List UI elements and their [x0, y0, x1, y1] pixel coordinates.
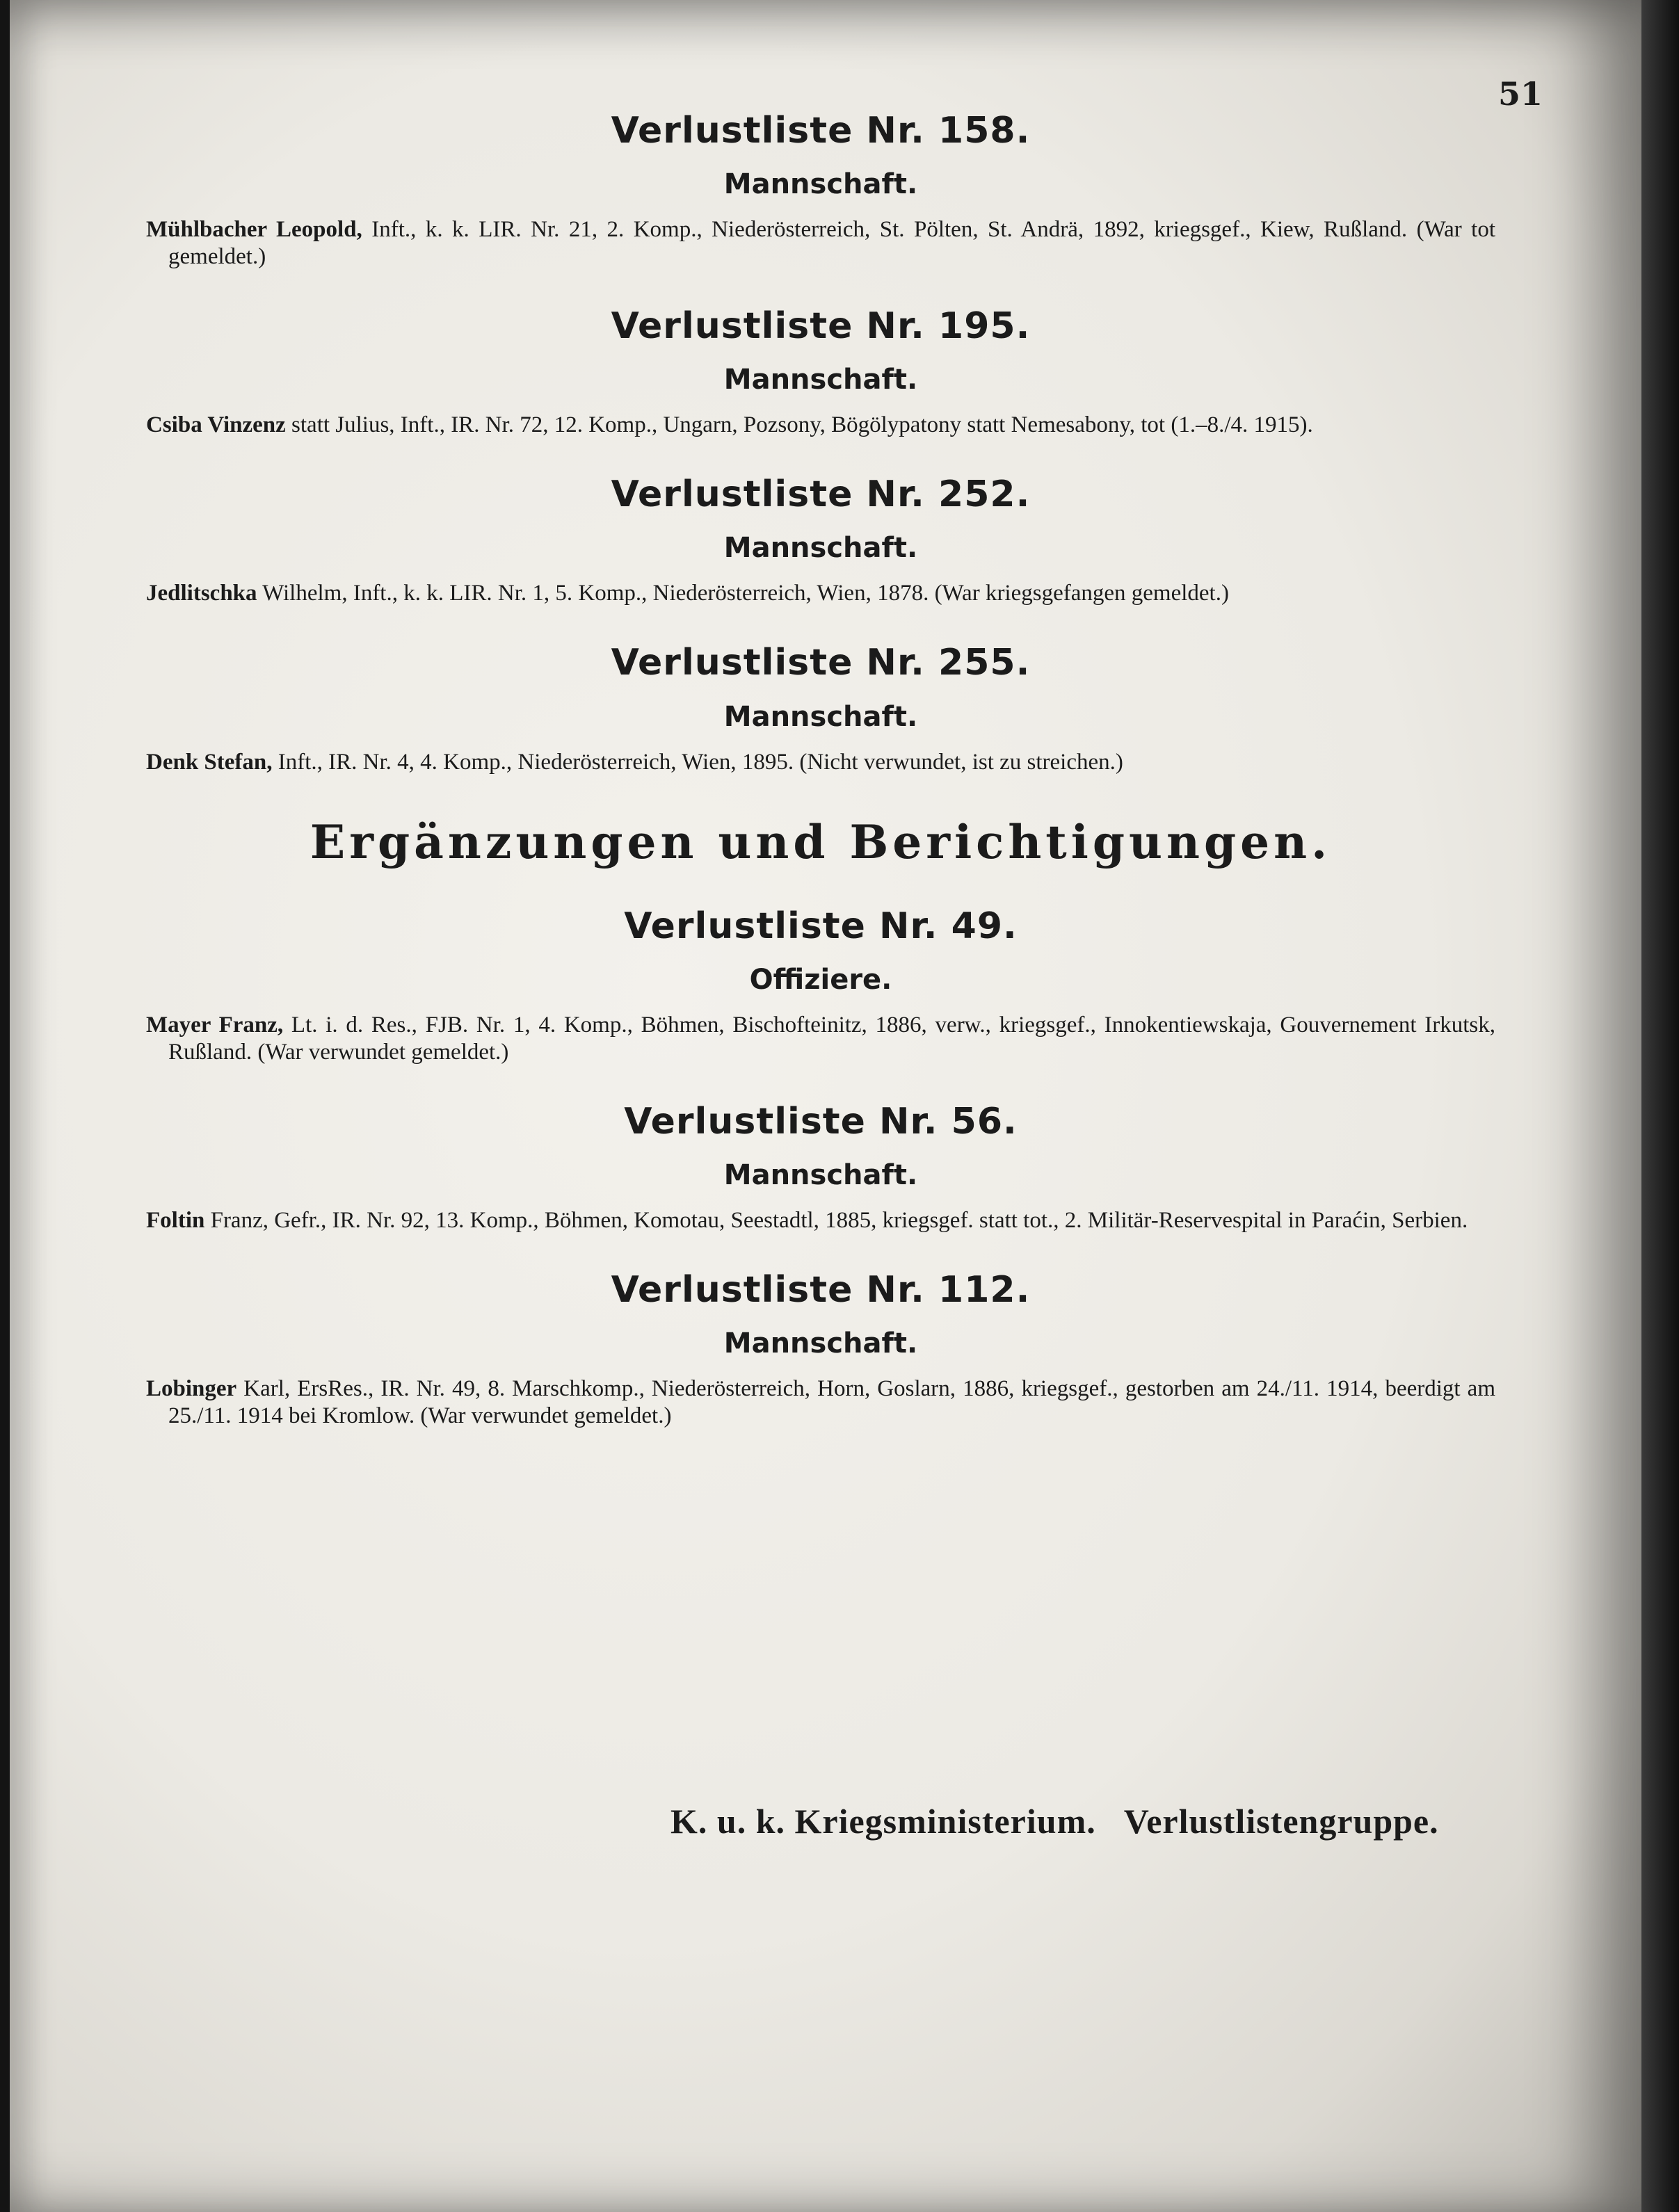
list-section-252 [146, 475, 1495, 607]
casualty-entry [146, 1012, 1495, 1066]
list-section-56 [146, 1102, 1495, 1234]
entry-name: Csiba Vinzenz [146, 412, 286, 438]
entry-text: Karl, ErsRes., IR. Nr. 49, 8. Marschkomp., Niederösterreich, Horn, Goslarn, 1886, kriegsgef., gestorben am 24./11. 1914, beerdigt am 25./11. 1914 bei Kromlow. (War verwundet gemeldet.) [168, 1376, 1495, 1429]
entry-text: Wilhelm, Inft., k. k. LIR. Nr. 1, 5. Komp., Niederösterreich, Wien, 1878. (War kriegsgefangen gemeldet.) [257, 581, 1229, 606]
footer-group: Verlustlistengruppe. [1123, 1802, 1439, 1841]
casualty-entry [146, 580, 1495, 607]
entry-name: Mayer Franz, [146, 1012, 284, 1038]
category-heading: Mannschaft. [723, 1327, 918, 1360]
entry-name: Mühlbacher Leopold, [146, 217, 362, 243]
entry-text: statt Julius, Inft., IR. Nr. 72, 12. Komp., Ungarn, Pozsony, Bögölypatony statt Nemesabony, tot (1.–8./4. 1915). [285, 412, 1313, 438]
category-heading: Offiziere. [749, 964, 892, 996]
entry-text: Lt. i. d. Res., FJB. Nr. 1, 4. Komp., Böhmen, Bischofteinitz, 1886, verw., kriegsgef., Innokentiewskaja, Gouvernement Irkutsk, Rußland. (War verwundet gemeldet.) [168, 1012, 1495, 1065]
category-heading: Mannschaft. [723, 700, 918, 733]
page-content [146, 111, 1495, 1466]
list-title: Verlustliste Nr. 252. [611, 474, 1031, 516]
entry-text: Inft., k. k. LIR. Nr. 21, 2. Komp., Niederösterreich, St. Pölten, St. Andrä, 1892, kriegsgef., Kiew, Rußland. (War tot gemeldet.) [168, 217, 1496, 270]
list-title: Verlustliste Nr. 49. [624, 905, 1018, 948]
document-page [10, 0, 1641, 2212]
list-title: Verlustliste Nr. 195. [611, 305, 1031, 348]
list-section-158 [146, 111, 1495, 271]
list-section-112 [146, 1270, 1495, 1430]
list-title: Verlustliste Nr. 255. [611, 642, 1031, 684]
entry-name: Foltin [146, 1208, 205, 1234]
entry-text: Franz, Gefr., IR. Nr. 92, 13. Komp., Böhmen, Komotau, Seestadtl, 1885, kriegsgef. statt tot., 2. Militär-Reservespital in Paraćin, Serbien. [204, 1208, 1468, 1234]
scan-left-edge [0, 0, 10, 2212]
footer-signature [670, 1801, 1439, 1841]
entry-name: Lobinger [146, 1376, 237, 1402]
list-section-195 [146, 307, 1495, 439]
entry-name: Jedlitschka [146, 581, 257, 606]
category-heading: Mannschaft. [723, 168, 918, 201]
page-number: 51 [1498, 75, 1543, 113]
entry-name: Denk Stefan, [146, 749, 273, 775]
main-heading: Ergänzungen und Berichtigungen. [310, 815, 1332, 870]
entry-text: Inft., IR. Nr. 4, 4. Komp., Niederösterreich, Wien, 1895. (Nicht verwundet, ist zu streichen.) [272, 749, 1123, 775]
list-section-255 [146, 643, 1495, 775]
category-heading: Mannschaft. [723, 364, 918, 396]
casualty-entry [146, 749, 1495, 776]
list-title: Verlustliste Nr. 56. [624, 1101, 1018, 1143]
list-title: Verlustliste Nr. 112. [611, 1269, 1031, 1311]
category-heading: Mannschaft. [723, 532, 918, 565]
scan-right-edge [1641, 0, 1679, 2212]
casualty-entry [146, 1207, 1495, 1234]
list-title: Verlustliste Nr. 158. [611, 110, 1031, 152]
footer-ministry: K. u. k. Kriegsministerium. [670, 1802, 1096, 1841]
list-section-49 [146, 907, 1495, 1066]
category-heading: Mannschaft. [723, 1159, 918, 1192]
casualty-entry [146, 1375, 1495, 1430]
casualty-entry [146, 412, 1495, 439]
casualty-entry [146, 216, 1495, 271]
